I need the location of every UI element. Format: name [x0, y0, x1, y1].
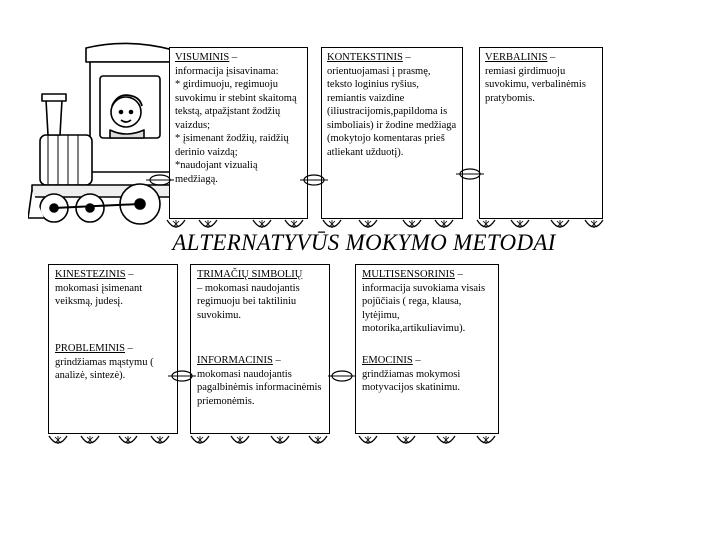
method-name: PROBLEMINIS: [55, 343, 126, 354]
method-box-kontekstinis: KONTEKSTINIS – orientuojamasi į prasmę, teksto loginius ryšius, remiantis vaizdine (iliustracijomis,papildoma is simboliais) ir žodine medžiaga (mokytojo komentaras prieš atliekant užduotį).: [321, 47, 463, 219]
method-section-emocinis: EMOCINIS – grindžiamas mokymosi motyvacijos skatinimu.: [362, 354, 494, 395]
chimney: [46, 100, 62, 135]
method-box-verbalinis: VERBALINIS – remiasi girdimuoju suvokimu, verbalinėmis pratybomis.: [479, 47, 603, 219]
method-section-informacinis: INFORMACINIS – mokomasi naudojantis pagalbinėmis informacinėmis priemonėmis.: [197, 354, 325, 408]
method-name: VERBALINIS: [485, 52, 548, 63]
method-section-trimaciu: [197, 268, 325, 322]
wagon-wheel: [191, 436, 209, 444]
wagon-wheel: [271, 436, 289, 444]
method-description: informacija suvokiama visais pojūčiais ( rega, klausa, lytėjimu, motorika,artikuliavimu).: [362, 282, 486, 334]
wagon-wheel: [477, 220, 495, 228]
wagon-wheel: [151, 436, 169, 444]
wagon-wheel: [309, 436, 327, 444]
method-name: KINESTEZINIS: [55, 269, 126, 280]
method-description: orientuojamasi į prasmę, teksto loginius ryšius, remiantis vaizdine (iliustracijomis,papildoma is simboliais) ir žodine medžiaga (mokytojo komentaras prieš atliekant užduotį).: [327, 65, 457, 158]
method-box-visuminis: VISUMINIS – informacija įsisavinama: * girdimuoju, regimuoju suvokimu ir stebint skaitomą tekstą, atpažįstant žodžių vaizdus; * įsimenant žodžių, raidžių derinio vaizdą; *naudojant vizualią medžiagą.: [169, 47, 308, 219]
wagon-wheel: [81, 436, 99, 444]
method-description: informacija įsisavinama: * girdimuoju, regimuoju suvokimu ir stebint skaitomą tekstą, atpažįstant žodžių vaizdus; * įsimenant žodžių, raidžių derinio vaizdą; *naudojant vizualią medžiagą.: [175, 65, 297, 185]
diagram-title: ALTERNATYVŪS MOKYMO METODAI: [172, 230, 556, 255]
wagon-wheel: [359, 436, 377, 444]
method-name: VISUMINIS: [175, 52, 230, 63]
wagon-wheel: [511, 220, 529, 228]
method-box-bottom-middle: [190, 264, 330, 434]
wagon-coupling: [328, 371, 356, 381]
method-section-kinestezinis: KINESTEZINIS – mokomasi įsimenant veiksmą, judesį.: [55, 268, 173, 309]
method-description: grindžiamas mąstymu ( analizė, sintezė).: [55, 356, 154, 381]
method-description: mokomasi įsimenant veiksmą, judesį.: [55, 282, 143, 307]
method-name: TRIMAČIŲ SIMBOLIŲ: [197, 269, 303, 280]
method-description: mokomasi naudojantis pagalbinėmis informacinėmis priemonėmis.: [197, 368, 322, 407]
wagon-wheel: [231, 436, 249, 444]
method-box-bottom-right: [355, 264, 499, 434]
cabin-roof: [86, 43, 173, 62]
wagon-wheel: [119, 436, 137, 444]
wagon-wheel: [253, 220, 271, 228]
method-box-bottom-left: [48, 264, 178, 434]
wagon-wheel: [551, 220, 569, 228]
method-name: KONTEKSTINIS: [327, 52, 403, 63]
wagon-wheel: [437, 436, 455, 444]
wagon-wheel: [403, 220, 421, 228]
method-section-multisensorinis: MULTISENSORINIS – informacija suvokiama visais pojūčiais ( rega, klausa, lytėjimu, motorika,artikuliavimu).: [362, 268, 494, 336]
train-illustration: [28, 40, 173, 230]
method-description: – mokomasi naudojantis regimuoju bei taktiliniu suvokimu.: [197, 282, 300, 321]
wagon-wheel: [435, 220, 453, 228]
wagon-wheel: [585, 220, 603, 228]
method-name: EMOCINIS: [362, 355, 413, 366]
wagon-wheel: [359, 220, 377, 228]
wagon-wheel: [49, 436, 67, 444]
method-name: MULTISENSORINIS: [362, 269, 455, 280]
method-description: grindžiamas mokymosi motyvacijos skatinimu.: [362, 368, 461, 393]
method-description: remiasi girdimuoju suvokimu, verbalinėmis pratybomis.: [485, 65, 586, 104]
wagon-wheel: [477, 436, 495, 444]
method-name: INFORMACINIS: [197, 355, 273, 366]
wagon-wheel: [323, 220, 341, 228]
wagon-wheel: [285, 220, 303, 228]
wagon-wheel: [199, 220, 217, 228]
wagon-wheel: [397, 436, 415, 444]
method-section-probleminis: PROBLEMINIS – grindžiamas mąstymu ( analizė, sintezė).: [55, 342, 173, 383]
